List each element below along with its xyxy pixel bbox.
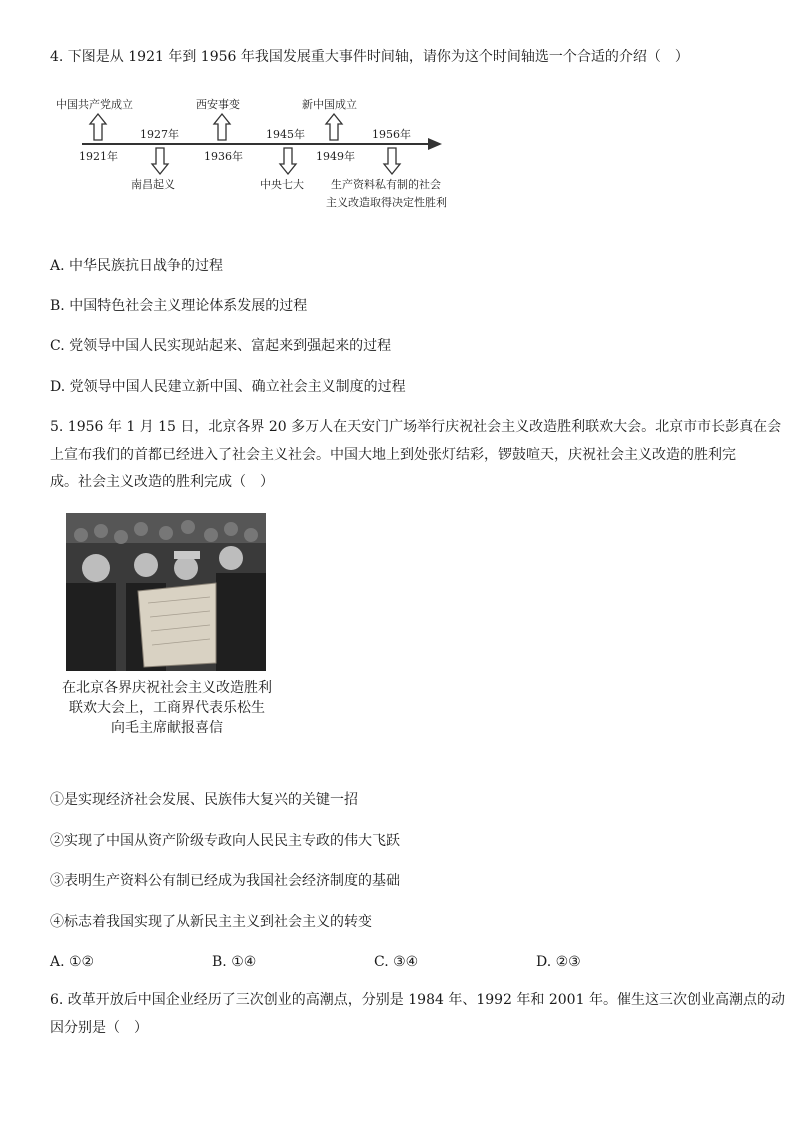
q5-choice-b: B. ①④	[212, 954, 257, 970]
q5-choice-d: D. ②③	[536, 954, 581, 970]
caption-line: 在北京各界庆祝社会主义改造胜利	[62, 680, 272, 696]
timeline-event: 西安事变	[196, 98, 240, 111]
q4-stem: 4. 下图是从 1921 年到 1956 年我国发展重大事件时间轴，请你为这个时间轴选一个合适的介绍（ ）	[50, 49, 689, 65]
timeline-year: 1949年	[316, 150, 355, 163]
timeline-year: 1945年	[266, 128, 305, 141]
up-arrow-1936	[214, 114, 230, 140]
q5-choice-c: C. ③④	[374, 954, 419, 970]
q5-statement-4: ④标志着我国实现了从新民主主义到社会主义的转变	[50, 914, 372, 930]
timeline-event: 新中国成立	[302, 98, 357, 111]
timeline-event: 主义改造取得决定性胜利	[326, 196, 447, 209]
q5-stem-line: 上宣布我们的首都已经进入了社会主义社会。中国大地上到处张灯结彩，锣鼓喧天，庆祝社会主义改造的胜利完	[50, 447, 736, 463]
timeline-year: 1956年	[372, 128, 411, 141]
timeline-year: 1927年	[140, 128, 179, 141]
up-arrow-1921	[90, 114, 106, 140]
timeline-year: 1921年	[79, 150, 118, 163]
timeline-event: 中央七大	[260, 178, 304, 191]
q4-option-a: A. 中华民族抗日战争的过程	[50, 258, 224, 274]
up-arrow-1949	[326, 114, 342, 140]
timeline-year: 1936年	[204, 150, 243, 163]
q6-stem-line: 6. 改革开放后中国企业经历了三次创业的高潮点，分别是 1984 年、1992 年和 2001 年。催生这三次创业高潮点的动	[50, 992, 785, 1008]
down-arrow-1927	[152, 148, 168, 174]
down-arrow-1956	[384, 148, 400, 174]
q5-choice-a: A. ①②	[50, 954, 95, 970]
q4-option-b: B. 中国特色社会主义理论体系发展的过程	[50, 298, 308, 314]
q5-statement-2: ②实现了中国从资产阶级专政向人民民主专政的伟大飞跃	[50, 833, 400, 849]
q4-option-c: C. 党领导中国人民实现站起来、富起来到强起来的过程	[50, 338, 392, 354]
q4-option-d: D. 党领导中国人民建立新中国、确立社会主义制度的过程	[50, 379, 406, 395]
q5-statement-1: ①是实现经济社会发展、民族伟大复兴的关键一招	[50, 792, 358, 808]
caption-line: 联欢大会上，工商界代表乐松生	[69, 700, 265, 716]
down-arrow-1945	[280, 148, 296, 174]
q5-stem-line: 成。社会主义改造的胜利完成（ ）	[50, 474, 274, 490]
timeline-event: 中国共产党成立	[56, 98, 133, 111]
q5-statement-3: ③表明生产资料公有制已经成为我国社会经济制度的基础	[50, 873, 400, 889]
timeline-event: 南昌起义	[131, 178, 175, 191]
caption-line: 向毛主席献报喜信	[111, 720, 223, 736]
timeline-event: 生产资料私有制的社会	[331, 178, 441, 191]
photo-caption	[52, 678, 282, 738]
timeline-axis-arrowhead	[428, 138, 442, 150]
q5-stem-line: 5. 1956 年 1 月 15 日，北京各界 20 多万人在天安门广场举行庆祝社会主义改造胜利联欢大会。北京市市长彭真在会	[50, 419, 782, 435]
historical-photo	[66, 513, 266, 671]
q6-stem-line: 因分别是（ ）	[50, 1020, 148, 1036]
